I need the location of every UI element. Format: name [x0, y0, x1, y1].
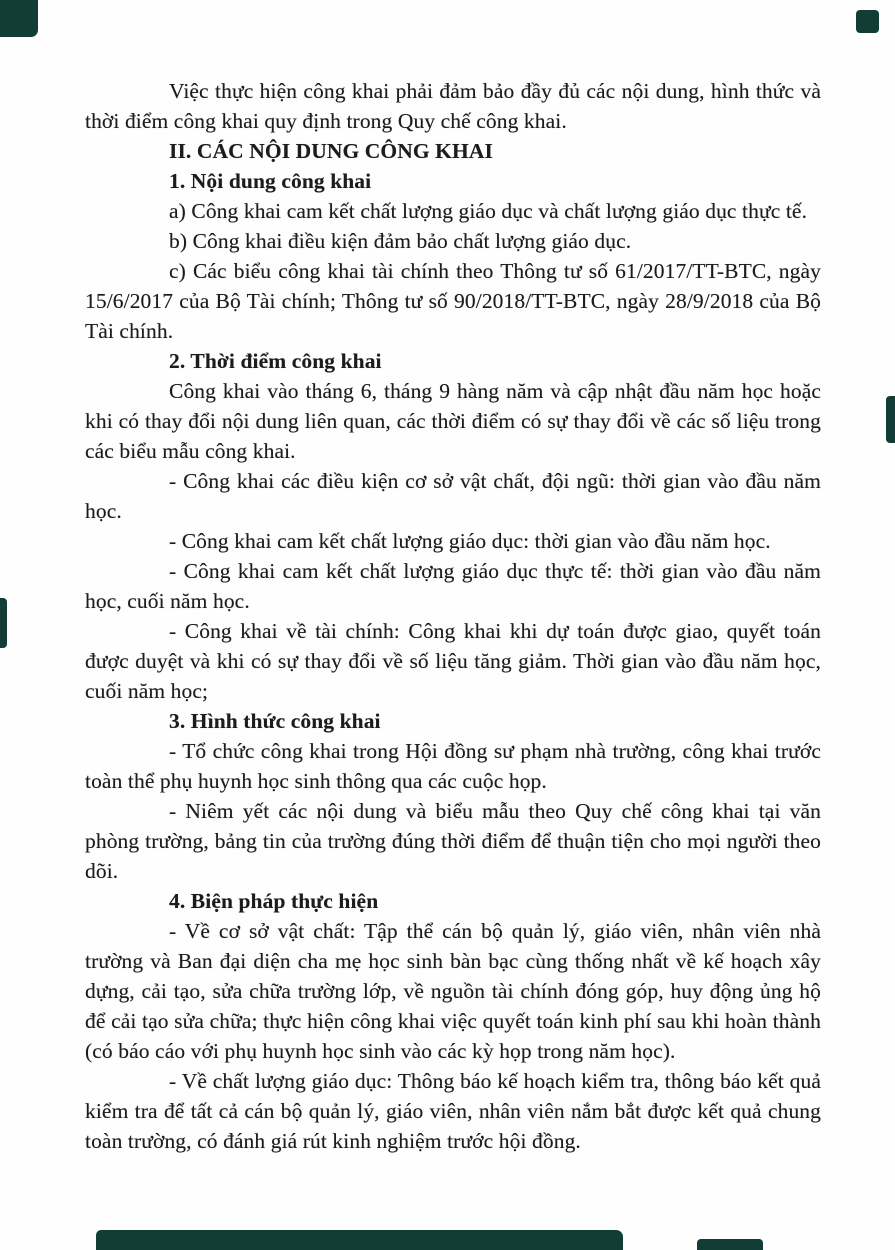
paragraph-item-b: b) Công khai điều kiện đảm bảo chất lượng giáo dục.: [169, 229, 632, 253]
scan-mark-top-left-corner: [0, 0, 38, 37]
paragraph-dash-commitment: - Công khai cam kết chất lượng giáo dục: thời gian vào đầu năm học.: [169, 529, 771, 553]
section-heading-ii: II. CÁC NỘI DUNG CÔNG KHAI: [169, 139, 493, 163]
scan-mark-right-edge: [886, 396, 895, 443]
subsection-heading-3: 3. Hình thức công khai: [169, 709, 381, 733]
scan-mark-left-edge: [0, 598, 7, 648]
paragraph-intro: Việc thực hiện công khai phải đảm bảo đầy đủ các nội dung, hình thức và thời điểm công khai quy định trong Quy chế công khai.: [85, 79, 821, 133]
document-body: [85, 76, 821, 1156]
subsection-heading-2: 2. Thời điểm công khai: [169, 349, 382, 373]
paragraph-dash-infrastructure: - Về cơ sở vật chất: Tập thể cán bộ quản lý, giáo viên, nhân viên nhà trường và Ban đại diện cha mẹ học sinh bàn bạc cùng thống nhất về kế hoạch xây dựng, cải tạo, sửa chữa trường lớp, về nguồn tài chính đóng góp, huy động ủng hộ để cải tạo sửa chữa; thực hiện công khai việc quyết toán kinh phí sau khi hoàn thành (có báo cáo với phụ huynh học sinh vào các kỳ họp trong năm học).: [85, 919, 821, 1063]
scan-mark-top-right-corner: [856, 10, 879, 33]
paragraph-item-c: c) Các biểu công khai tài chính theo Thông tư số 61/2017/TT-BTC, ngày 15/6/2017 của Bộ Tài chính; Thông tư số 90/2018/TT-BTC, ngày 28/9/2018 của Bộ Tài chính.: [85, 259, 821, 343]
paragraph-dash-finance: - Công khai về tài chính: Công khai khi dự toán được giao, quyết toán được duyệt và khi có sự thay đổi về số liệu tăng giảm. Thời gian vào đầu năm học, cuối năm học;: [85, 619, 821, 703]
subsection-heading-1: 1. Nội dung công khai: [169, 169, 372, 193]
scan-mark-bottom-bar: [96, 1230, 623, 1250]
paragraph-item-a: a) Công khai cam kết chất lượng giáo dục và chất lượng giáo dục thực tế.: [169, 199, 808, 223]
paragraph-dash-council: - Tổ chức công khai trong Hội đồng sư phạm nhà trường, công khai trước toàn thể phụ huynh học sinh thông qua các cuộc họp.: [85, 739, 821, 793]
paragraph-dash-quality: - Về chất lượng giáo dục: Thông báo kế hoạch kiểm tra, thông báo kết quả kiểm tra để tất cả cán bộ quản lý, giáo viên, nhân viên nắm bắt được kết quả chung toàn trường, có đánh giá rút kinh nghiệm trước hội đồng.: [85, 1069, 821, 1153]
paragraph-timing-intro: Công khai vào tháng 6, tháng 9 hàng năm và cập nhật đầu năm học hoặc khi có thay đổi nội dung liên quan, các thời điểm có sự thay đổi về các số liệu trong các biểu mẫu công khai.: [85, 379, 821, 463]
scan-mark-bottom-right-corner: [697, 1239, 763, 1250]
paragraph-dash-posting: - Niêm yết các nội dung và biểu mẫu theo Quy chế công khai tại văn phòng trường, bảng tin của trường đúng thời điểm để thuận tiện cho mọi người theo dõi.: [85, 799, 821, 883]
subsection-heading-4: 4. Biện pháp thực hiện: [169, 889, 379, 913]
paragraph-dash-facilities: - Công khai các điều kiện cơ sở vật chất, đội ngũ: thời gian vào đầu năm học.: [85, 469, 821, 523]
paragraph-dash-actual: - Công khai cam kết chất lượng giáo dục thực tế: thời gian vào đầu năm học, cuối năm học.: [85, 559, 821, 613]
